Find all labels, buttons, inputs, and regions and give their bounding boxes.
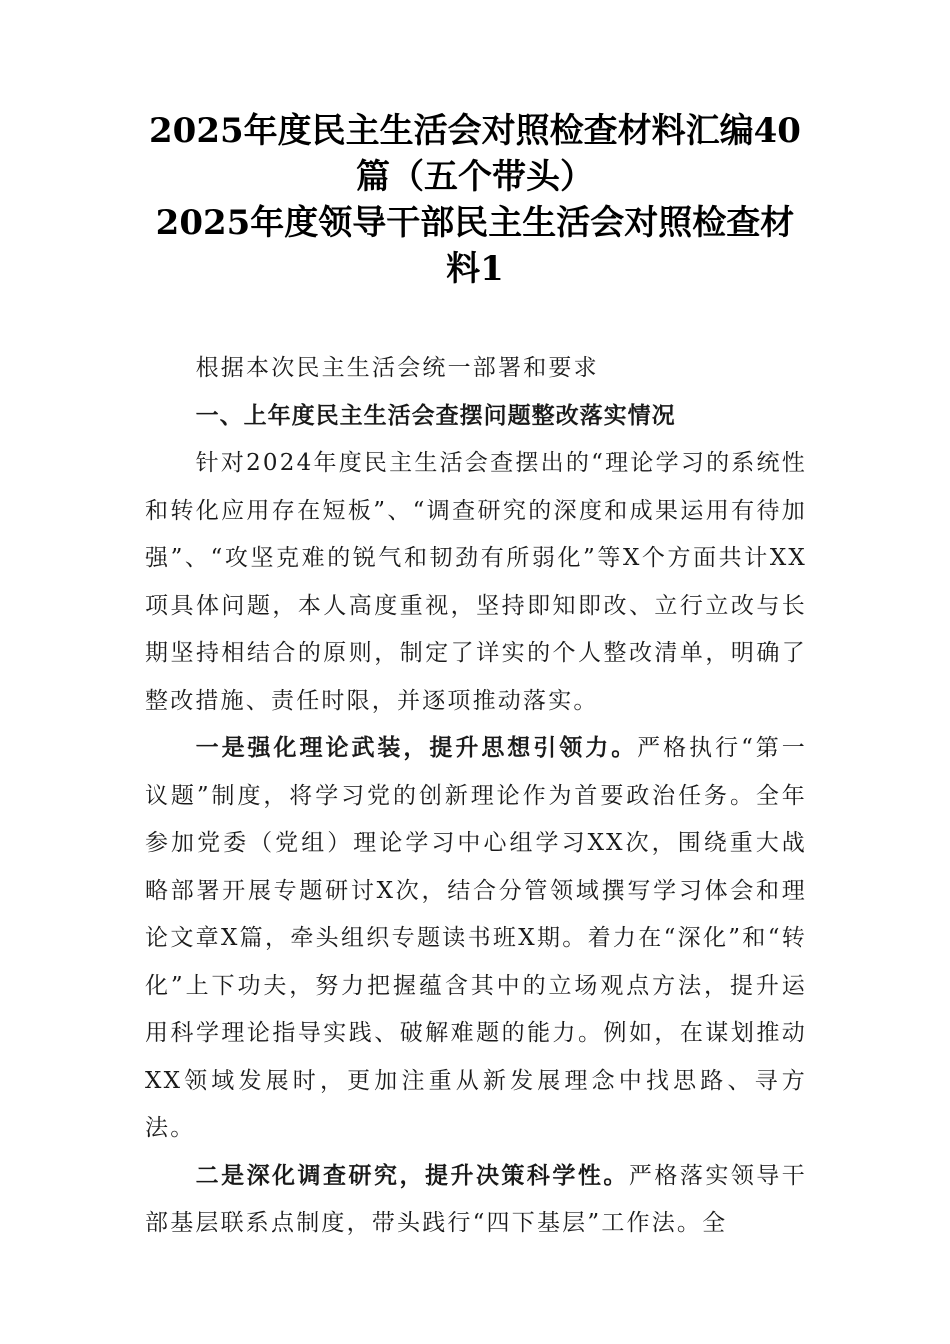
section-heading-1: 一、上年度民主生活会查摆问题整改落实情况 [195,402,676,429]
item-1-text: 严格执行“第一议题”制度，将学习党的创新理论作为首要政治任务。全年参加党委（党组）理论学习中心组学习XX次，围绕重大战略部署开展专题研讨X次，结合分管领域撰写学习体会和理论文章X篇，牵头组织专题读书班X期。着力在“深化”和“转化”上下功夫，努力把握蕴含其中的立场观点方法，提升运用科学理论指导实践、破解难题的能力。例如，在谋划推动XX领域发展时，更加注重从新发展理念中找思路、寻方法。 [145,735,807,1141]
paragraph-item-2 [145,1153,807,1248]
title-line-2: 篇（五个带头） [356,157,594,197]
document-body [145,345,807,1248]
item-2-text: 严格落实领导干部基层联系点制度，带头践行“四下基层”工作法。全 [145,1162,807,1236]
item-1-lead: 一是强化理论武装，提升思想引领力。 [195,735,638,761]
intro-paragraph: 根据本次民主生活会统一部署和要求 [195,355,599,381]
item-2-lead: 二是深化调查研究，提升决策科学性。 [195,1162,629,1189]
title-line-1: 2025年度民主生活会对照检查材料汇编40 [149,111,801,151]
paragraph-1: 针对2024年度民主生活会查摆出的“理论学习的系统性和转化应用存在短板”、“调查研究的深度和成果运用有待加强”、“攻坚克难的锐气和韧劲有所弱化”等X个方面共计XX项具体问题，本人高度重视，坚持即知即改、立行立改与长期坚持相结合的原则，制定了详实的个人整改清单，明确了整改措施、责任时限，并逐项推动落实。 [145,450,807,714]
title-line-3: 2025年度领导干部民主生活会对照检查材 [155,203,795,243]
document-title [140,108,810,292]
paragraph-item-1 [145,725,807,1153]
title-line-4: 料1 [446,249,504,289]
